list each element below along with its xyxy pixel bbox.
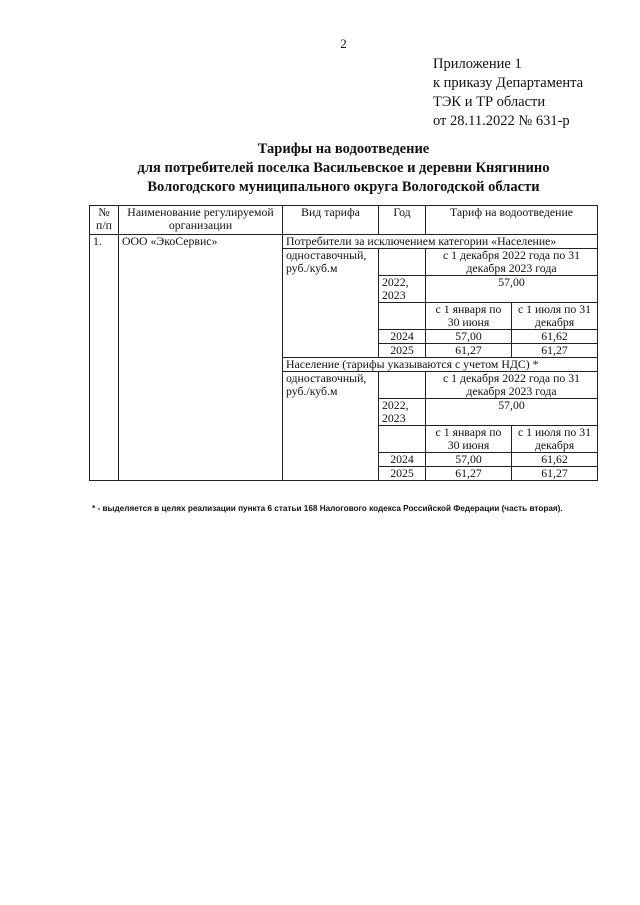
year-cell: 2022, 2023 <box>379 276 426 303</box>
appendix-line-3: ТЭК и ТР области <box>433 94 546 110</box>
year-cell <box>379 372 426 399</box>
tariff-type: одноставочный, руб./куб.м <box>283 249 379 358</box>
tariff-value: 61,27 <box>512 344 598 358</box>
footnote: * - выделяется в целях реализации пункта 6 статьи 168 Налогового кодекса Российской Федерации (часть вторая). <box>92 504 563 513</box>
tariff-table <box>89 205 598 481</box>
organization-name: ООО «ЭкоСервис» <box>119 235 283 481</box>
tariff-value: 61,27 <box>426 467 512 481</box>
appendix-line-4: от 28.11.2022 № 631-р <box>433 113 570 129</box>
year-cell: 2024 <box>379 453 426 467</box>
header-type: Вид тарифа <box>283 206 379 235</box>
tariff-value: 57,00 <box>426 276 598 303</box>
year-cell <box>379 303 426 330</box>
year-cell: 2025 <box>379 467 426 481</box>
tariff-value: 61,27 <box>426 344 512 358</box>
title-line-1: Тарифы на водоотведение <box>257 141 430 157</box>
table-header-row <box>90 206 598 235</box>
appendix-header <box>433 55 583 131</box>
category-label: Потребители за исключением категории «Население» <box>283 235 598 249</box>
year-cell <box>379 249 426 276</box>
table-row <box>90 235 598 249</box>
period-second-half: с 1 июля по 31 декабря <box>512 426 598 453</box>
tariff-type: одноставочный, руб./куб.м <box>283 372 379 481</box>
year-cell: 2024 <box>379 330 426 344</box>
header-org: Наименование регулируемой организации <box>119 206 283 235</box>
appendix-line-1: Приложение 1 <box>433 56 522 72</box>
header-num: № п/п <box>90 206 119 235</box>
period-full: с 1 декабря 2022 года по 31 декабря 2023 года <box>426 249 598 276</box>
category-label: Население (тарифы указываются с учетом НДС) * <box>283 358 598 372</box>
page-number: 2 <box>340 36 347 51</box>
period-second-half: с 1 июля по 31 декабря <box>512 303 598 330</box>
row-number: 1. <box>90 235 119 481</box>
tariff-value: 57,00 <box>426 399 598 426</box>
period-first-half: с 1 января по 30 июня <box>426 303 512 330</box>
document-title <box>0 140 640 197</box>
year-cell: 2025 <box>379 344 426 358</box>
tariff-value: 61,62 <box>512 453 598 467</box>
period-first-half: с 1 января по 30 июня <box>426 426 512 453</box>
header-tariff: Тариф на водоотведение <box>426 206 598 235</box>
year-cell <box>379 426 426 453</box>
period-full: с 1 декабря 2022 года по 31 декабря 2023 года <box>426 372 598 399</box>
tariff-value: 61,62 <box>512 330 598 344</box>
year-cell: 2022, 2023 <box>379 399 426 426</box>
tariff-value: 61,27 <box>512 467 598 481</box>
title-line-3: Вологодского муниципального округа Вологодской области <box>147 179 540 195</box>
tariff-value: 57,00 <box>426 453 512 467</box>
tariff-value: 57,00 <box>426 330 512 344</box>
appendix-line-2: к приказу Департамента <box>433 75 584 91</box>
title-line-2: для потребителей поселка Васильевское и деревни Княгинино <box>137 160 550 176</box>
header-year: Год <box>379 206 426 235</box>
